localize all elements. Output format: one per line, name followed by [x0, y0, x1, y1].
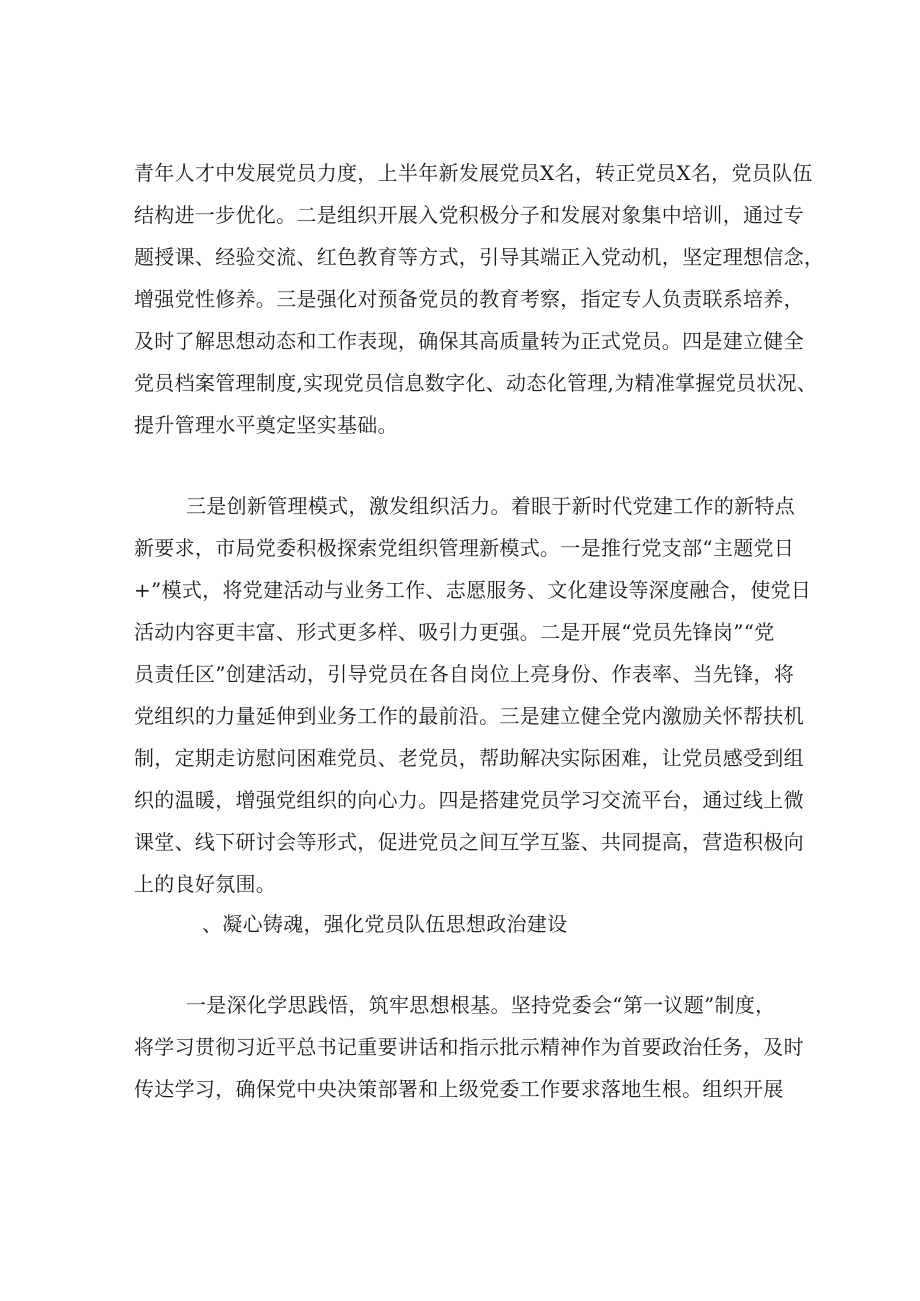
text-line: 增强党性修养。三是强化对预备党员的教育考察，指定专人负责联系培养，: [134, 287, 804, 311]
text-line: 结构进一步优化。二是组织开展入党积极分子和发展对象集中培训，通过专: [134, 203, 804, 227]
text-line: 党组织的力量延伸到业务工作的最前沿。三是建立健全党内激励关怀帮扶机: [134, 704, 804, 728]
text-line: 传达学习，确保党中央决策部署和上级党委工作要求落地生根。组织开展: [134, 1077, 784, 1101]
text-line: 及时了解思想动态和工作表现，确保其高质量转为正式党员。四是建立健全: [134, 329, 804, 353]
text-line: 党员档案管理制度,实现党员信息数字化、动态化管理,为精准掌握党员状况、: [134, 371, 818, 395]
text-line: 一是深化学思践悟，筑牢思想根基。坚持党委会“第一议题”制度，: [186, 993, 776, 1017]
text-line: 将学习贯彻习近平总书记重要讲话和指示批示精神作为首要政治任务，及时: [134, 1035, 804, 1059]
text-line: 课堂、线下研讨会等形式，促进党员之间互学互鉴、共同提高，营造积极向: [134, 830, 804, 854]
text-line: 三是创新管理模式，激发组织活力。着眼于新时代党建工作的新特点: [186, 494, 795, 518]
text-line: 青年人才中发展党员力度，上半年新发展党员X名，转正党员X名，党员队伍: [134, 161, 813, 185]
text-line: 制，定期走访慰问困难党员、老党员，帮助解决实际困难，让党员感受到组: [134, 746, 804, 770]
text-line: 活动内容更丰富、形式更多样、吸引力更强。二是开展“党员先锋岗”“党: [134, 620, 775, 644]
text-line: 题授课、经验交流、红色教育等方式，引导其端正入党动机，坚定理想信念，: [134, 245, 825, 269]
text-line: 织的温暖，增强党组织的向心力。四是搭建党员学习交流平台，通过线上微: [134, 788, 804, 812]
text-line: 新要求，市局党委积极探索党组织管理新模式。一是推行党支部“主题党日: [134, 536, 795, 560]
text-line: 提升管理水平奠定坚实基础。: [134, 413, 398, 437]
text-line: +”模式，将党建活动与业务工作、志愿服务、文化建设等深度融合，使党日: [134, 578, 812, 602]
section-heading: 、凝心铸魂，强化党员队伍思想政治建设: [202, 912, 568, 936]
text-line: 上的良好氛围。: [134, 872, 277, 896]
text-line: 员责任区”创建活动，引导党员在各自岗位上亮身份、作表率、当先锋，将: [134, 662, 795, 686]
